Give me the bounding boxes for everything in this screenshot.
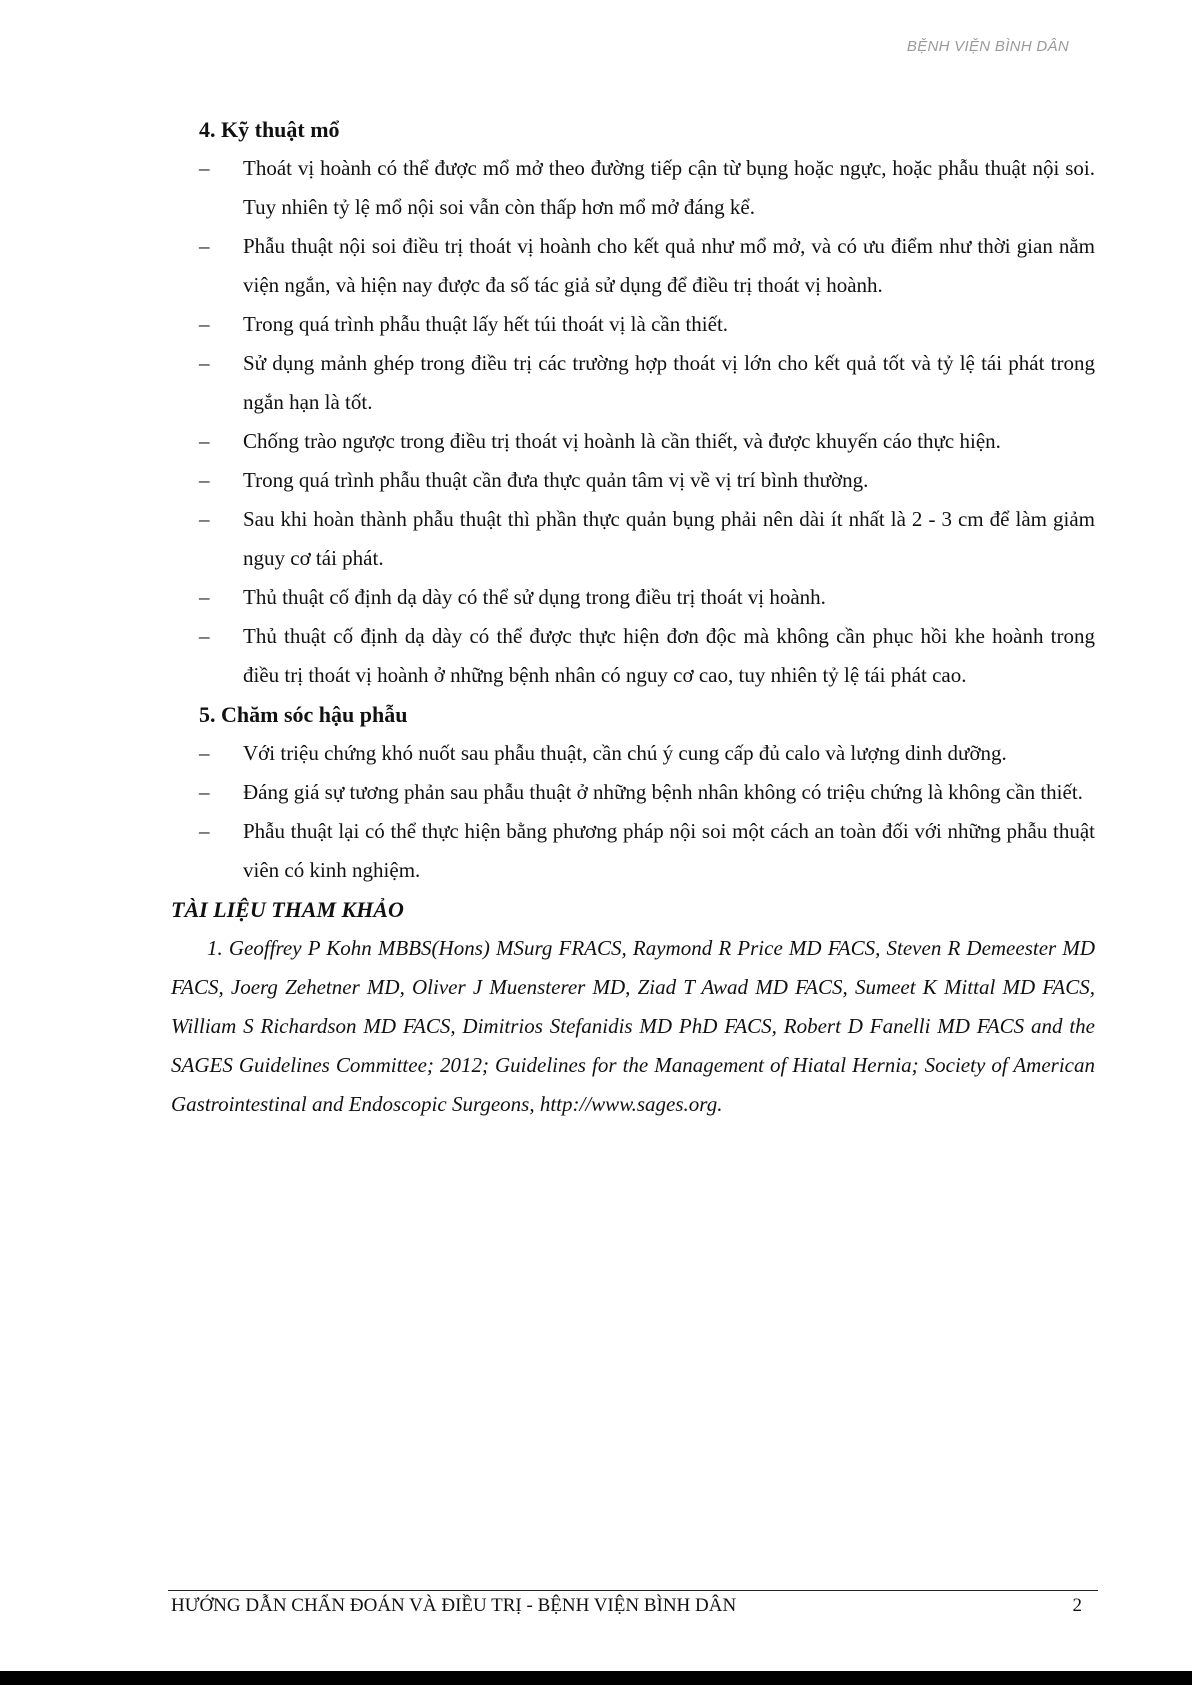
bullet-dash: – — [199, 819, 210, 843]
reference-item: 1. Geoffrey P Kohn MBBS(Hons) MSurg FRACS, Raymond R Price MD FACS, Steven R Demeester MD FACS, Joerg Zehetner MD, Oliver J Muensterer MD, Ziad T Awad MD FACS, Sumeet K Mittal MD FACS, William S Richardson MD FACS, Dimitrios Stefanidis MD PhD FACS, Robert D Fanelli MD FACS and the SAGES Guidelines Committee; 2012; Guidelines for the Management of Hiatal Hernia; Society of American Gastrointestinal and Endoscopic Surgeons, http://www.sages.org. — [171, 936, 1095, 1116]
scan-border — [0, 1671, 1192, 1685]
list-item — [171, 734, 1095, 773]
list-item-text: Chống trào ngược trong điều trị thoát vị hoành là cần thiết, và được khuyến cáo thực hiện. — [243, 429, 1001, 453]
bullet-dash: – — [199, 624, 210, 648]
list-item — [171, 461, 1095, 500]
bullet-dash: – — [199, 780, 210, 804]
list-item — [171, 578, 1095, 617]
section-surgical-technique — [171, 110, 1095, 695]
list-item-text: Phẫu thuật nội soi điều trị thoát vị hoành cho kết quả như mổ mở, và có ưu điểm như thời gian nằm viện ngắn, và hiện nay được đa số tác giả sử dụng để điều trị thoát vị hoành. — [243, 234, 1095, 297]
references-heading: TÀI LIỆU THAM KHẢO — [171, 897, 404, 922]
bullet-list — [171, 734, 1095, 890]
page-number: 2 — [1072, 1595, 1082, 1616]
list-item-text: Đáng giá sự tương phản sau phẫu thuật ở những bệnh nhân không có triệu chứng là không cần thiết. — [243, 780, 1083, 804]
list-item-text: Thoát vị hoành có thể được mổ mở theo đường tiếp cận từ bụng hoặc ngực, hoặc phẫu thuật nội soi. Tuy nhiên tỷ lệ mổ nội soi vẫn còn thấp hơn mổ mở đáng kể. — [243, 156, 1095, 219]
list-item — [171, 500, 1095, 578]
bullet-dash: – — [199, 468, 210, 492]
list-item-text: Trong quá trình phẫu thuật lấy hết túi thoát vị là cần thiết. — [243, 312, 729, 336]
section-heading: 5. Chăm sóc hậu phẫu — [199, 702, 408, 727]
footer-divider — [168, 1590, 1098, 1591]
bullet-dash: – — [199, 156, 210, 180]
bullet-dash: – — [199, 351, 210, 375]
bullet-dash: – — [199, 312, 210, 336]
bullet-dash: – — [199, 234, 210, 258]
list-item — [171, 422, 1095, 461]
list-item — [171, 305, 1095, 344]
page-header: BỆNH VIỆN BÌNH DÂN — [906, 38, 1069, 55]
list-item-text: Phẫu thuật lại có thể thực hiện bằng phương pháp nội soi một cách an toàn đối với những phẫu thuật viên có kinh nghiệm. — [243, 819, 1095, 882]
document-body — [171, 110, 1095, 1124]
list-item-text: Sử dụng mảnh ghép trong điều trị các trường hợp thoát vị lớn cho kết quả tốt và tỷ lệ tái phát trong ngắn hạn là tốt. — [243, 351, 1095, 414]
bullet-dash: – — [199, 585, 210, 609]
list-item-text: Sau khi hoàn thành phẫu thuật thì phần thực quản bụng phải nên dài ít nhất là 2 - 3 cm để làm giảm nguy cơ tái phát. — [243, 507, 1095, 570]
list-item — [171, 149, 1095, 227]
list-item — [171, 617, 1095, 695]
list-item — [171, 773, 1095, 812]
list-item-text: Thủ thuật cố định dạ dày có thể được thực hiện đơn độc mà không cần phục hồi khe hoành trong điều trị thoát vị hoành ở những bệnh nhân có nguy cơ cao, tuy nhiên tỷ lệ tái phát cao. — [243, 624, 1095, 687]
references-section — [171, 890, 1095, 1124]
list-item — [171, 344, 1095, 422]
list-item-text: Trong quá trình phẫu thuật cần đưa thực quản tâm vị về vị trí bình thường. — [243, 468, 869, 492]
bullet-dash: – — [199, 507, 210, 531]
footer-title: HƯỚNG DẪN CHẨN ĐOÁN VÀ ĐIỀU TRỊ - BỆNH VIỆN BÌNH DÂN — [171, 1595, 737, 1616]
list-item-text: Thủ thuật cố định dạ dày có thể sử dụng trong điều trị thoát vị hoành. — [243, 585, 826, 609]
section-heading: 4. Kỹ thuật mổ — [199, 117, 340, 142]
bullet-dash: – — [199, 429, 210, 453]
list-item-text: Với triệu chứng khó nuốt sau phẫu thuật, cần chú ý cung cấp đủ calo và lượng dinh dưỡng. — [243, 741, 1007, 765]
list-item — [171, 812, 1095, 890]
section-postoperative-care — [171, 695, 1095, 890]
bullet-list — [171, 149, 1095, 695]
bullet-dash: – — [199, 741, 210, 765]
list-item — [171, 227, 1095, 305]
